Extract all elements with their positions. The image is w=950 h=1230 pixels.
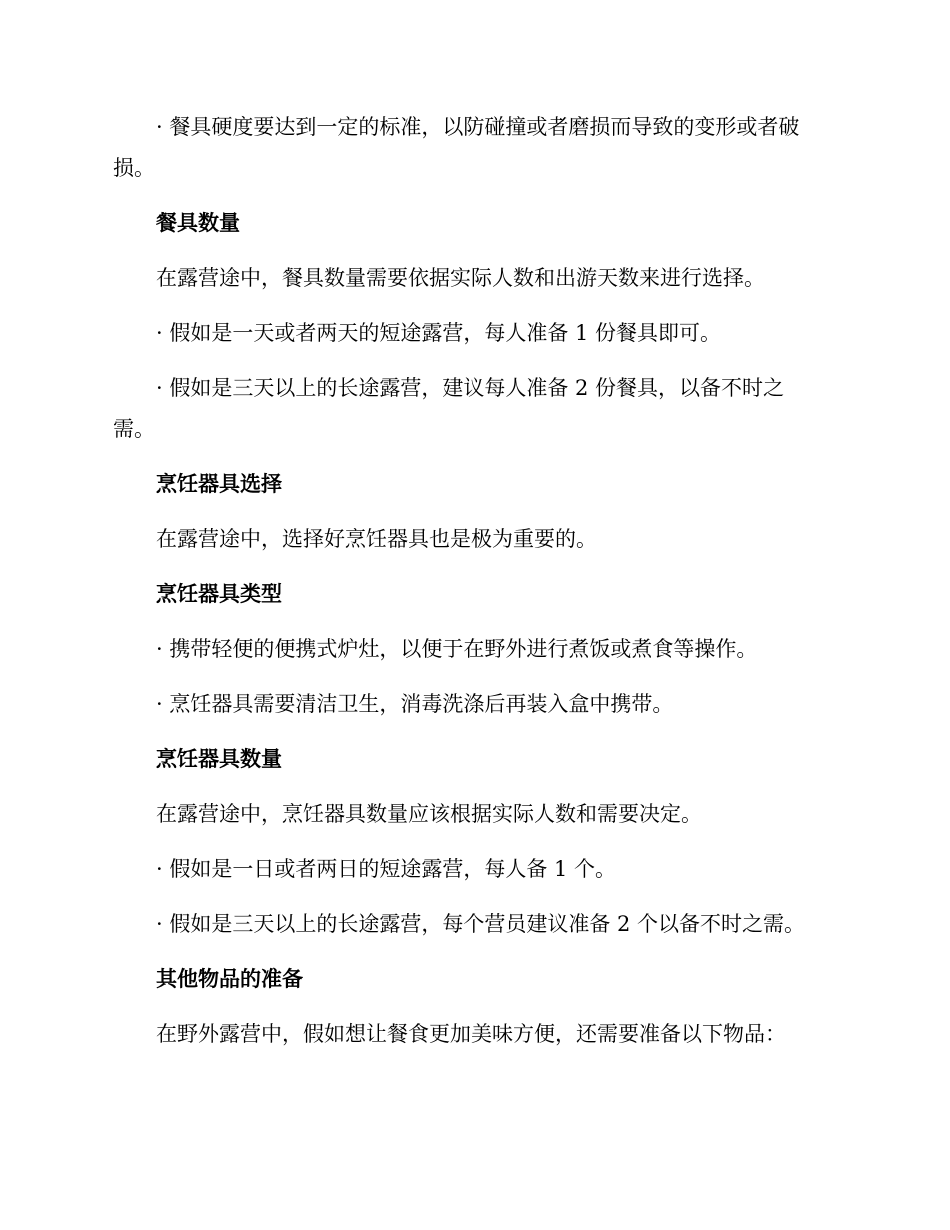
- document-page: [113, 107, 825, 1069]
- heading-cookware-selection: 烹饪器具选择: [156, 472, 282, 496]
- heading-cookware-quantity: 烹饪器具数量: [156, 747, 282, 771]
- heading-tableware-quantity: 餐具数量: [156, 211, 240, 235]
- paragraph-portable-stove: · 携带轻便的便携式炉灶，以便于在野外进行煮饭或煮食等操作。: [156, 637, 758, 661]
- paragraph-cookware-selection-intro: 在露营途中，选择好烹饪器具也是极为重要的。: [156, 527, 597, 551]
- paragraph-short-trip-tableware: · 假如是一天或者两天的短途露营，每人准备 1 份餐具即可。: [156, 321, 722, 345]
- heading-other-items: 其他物品的准备: [156, 967, 303, 991]
- paragraph-tableware-quantity-intro: 在露营途中，餐具数量需要依据实际人数和出游天数来进行选择。: [156, 266, 765, 290]
- paragraph-cookware-quantity-intro: 在露营途中，烹饪器具数量应该根据实际人数和需要决定。: [156, 802, 702, 826]
- paragraph-tableware-hardness: · 餐具硬度要达到一定的标准，以防碰撞或者磨损而导致的变形或者破损。: [113, 115, 800, 180]
- paragraph-long-trip-cookware: · 假如是三天以上的长途露营，每个营员建议准备 2 个以备不时之需。: [156, 912, 806, 936]
- paragraph-long-trip-tableware: · 假如是三天以上的长途露营，建议每人准备 2 份餐具，以备不时之需。: [113, 376, 785, 441]
- paragraph-other-items-intro: 在野外露营中，假如想让餐食更加美味方便，还需要准备以下物品：: [156, 1022, 786, 1046]
- paragraph-short-trip-cookware: · 假如是一日或者两日的短途露营，每人备 1 个。: [156, 857, 617, 881]
- heading-cookware-types: 烹饪器具类型: [156, 582, 282, 606]
- paragraph-cookware-hygiene: · 烹饪器具需要清洁卫生，消毒洗涤后再装入盒中携带。: [156, 692, 674, 716]
